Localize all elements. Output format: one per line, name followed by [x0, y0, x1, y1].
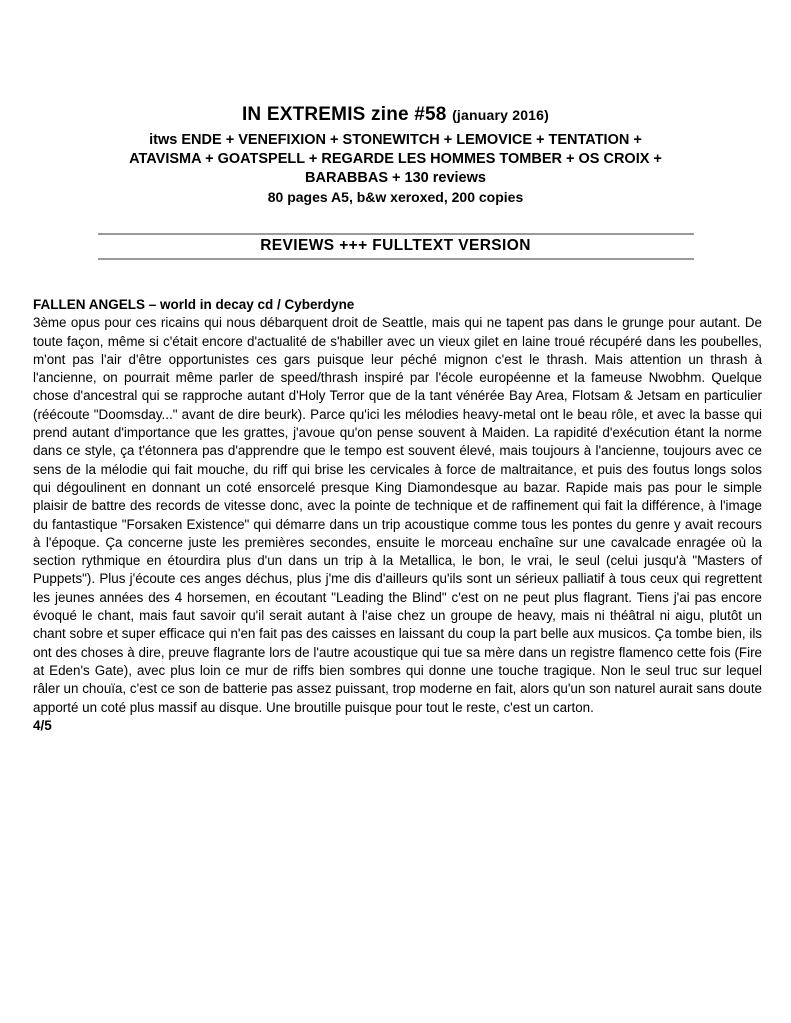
zine-title-main: IN EXTREMIS zine #58 — [241, 104, 447, 125]
reviews-banner — [98, 233, 694, 260]
review-block — [33, 296, 762, 735]
review-heading: FALLEN ANGELS – world in decay cd / Cyberdyne — [33, 297, 355, 312]
zine-lineup-line: ATAVISMA + GOATSPELL + REGARDE LES HOMMES TOMBER + OS CROIX + — [129, 151, 662, 167]
reviews-banner-label: REVIEWS +++ FULLTEXT VERSION — [260, 237, 531, 254]
zine-header — [0, 0, 791, 207]
review-body: 3ème opus pour ces ricains qui nous débarquent droit de Seattle, mais qui ne tapent pas dans le grunge pour autant. De toute façon, même si c'était encore d'actualité de s'habiller avec un vieux gilet en laine troué récupéré dans les poubelles, m'ont pas l'air d'être opportunistes ces gars puisque leur péché mignon c'est le thrash. Mais attention un thrash à l'ancienne, on pourrait même parler de speed/thrash inspiré par l'école européenne et la fameuse Nwobhm. Quelque chose d'ancestral qui se rapproche autant d'Holy Terror que de la tant vénérée Bay Area, Flotsam & Jetsam en particulier (réécoute "Doomsday..." avant de dire beurk). Parce qu'ici les mélodies heavy-metal ont le beau rôle, et avec la basse qui prend autant d'importance que les grattes, j'avoue qu'on pense souvent à Maiden. La rapidité d'exécution étant la norme dans ce style, ça t'étonnera pas d'apprendre que le tempo est souvent élevé, mais toujours à l'ancienne, toujours avec ce sens de la mélodie qui fait mouche, du riff qui brise les cervicales à force de maltraitance, et puis des foutus longs solos qui dégoulinent en donnant un coté ensorcelé presque King Diamondesque au bazar. Rapide mais pas pour le simple plaisir de battre des records de vitesse donc, avec la pointe de technique et de raffinement qui fait la différence, à l'image du fantastique "Forsaken Existence" qui démarre dans un trip acoustique comme tous les pontes du genre y avait recours à l'époque. Ça concerne juste les premières secondes, ensuite le morceau enchaîne sur une cavalcade enragée où la section rythmique en étourdira plus d'un dans un trip à la Metallica, le bon, le vrai, le seul (celui jusqu'à "Masters of Puppets"). Plus j'écoute ces anges déchus, plus j'me dis d'ailleurs qu'ils sont un sérieux palliatif à tous ceux qui regrettent les jeunes années des 4 horsemen, en écoutant "Leading the Blind" c'est on ne peut plus flagrant. Tiens j'ai pas encore évoqué le chant, mais faut savoir qu'il serait autant à l'aise chez un groupe de heavy, mais ni théâtral ni aigu, plutôt un chant sobre et super efficace qui n'en fait pas des caisses en laissant du coup la part belle aux musicos. Ça tombe bien, ils ont des choses à dire, preuve flagrante lors de l'autre acoustique qui tue sa mère dans un registre flamenco cette fois (Fire at Eden's Gate), avec plus loin ce mur de riffs bien sombres qui donne une touche tragique. Non le seul truc sur lequel râler un chouïa, c'est ce son de batterie pas assez puissant, trop moderne en fait, alors qu'un son naturel aurait sans doute apporté un coté plus massif au disque. Une broutille puisque pour tout le reste, c'est un carton. — [33, 315, 762, 715]
zine-lineup-line: itws ENDE + VENEFIXION + STONEWITCH + LEMOVICE + TENTATION + — [149, 132, 642, 148]
review-rating: 4/5 — [33, 717, 52, 733]
zine-title-date: (january 2016) — [452, 107, 550, 123]
zine-title — [0, 104, 791, 126]
zine-specs: 80 pages A5, b&w xeroxed, 200 copies — [267, 189, 524, 205]
zine-lineup-line: BARABBAS + 130 reviews — [305, 170, 486, 186]
banner-bottom-rule — [98, 258, 694, 260]
